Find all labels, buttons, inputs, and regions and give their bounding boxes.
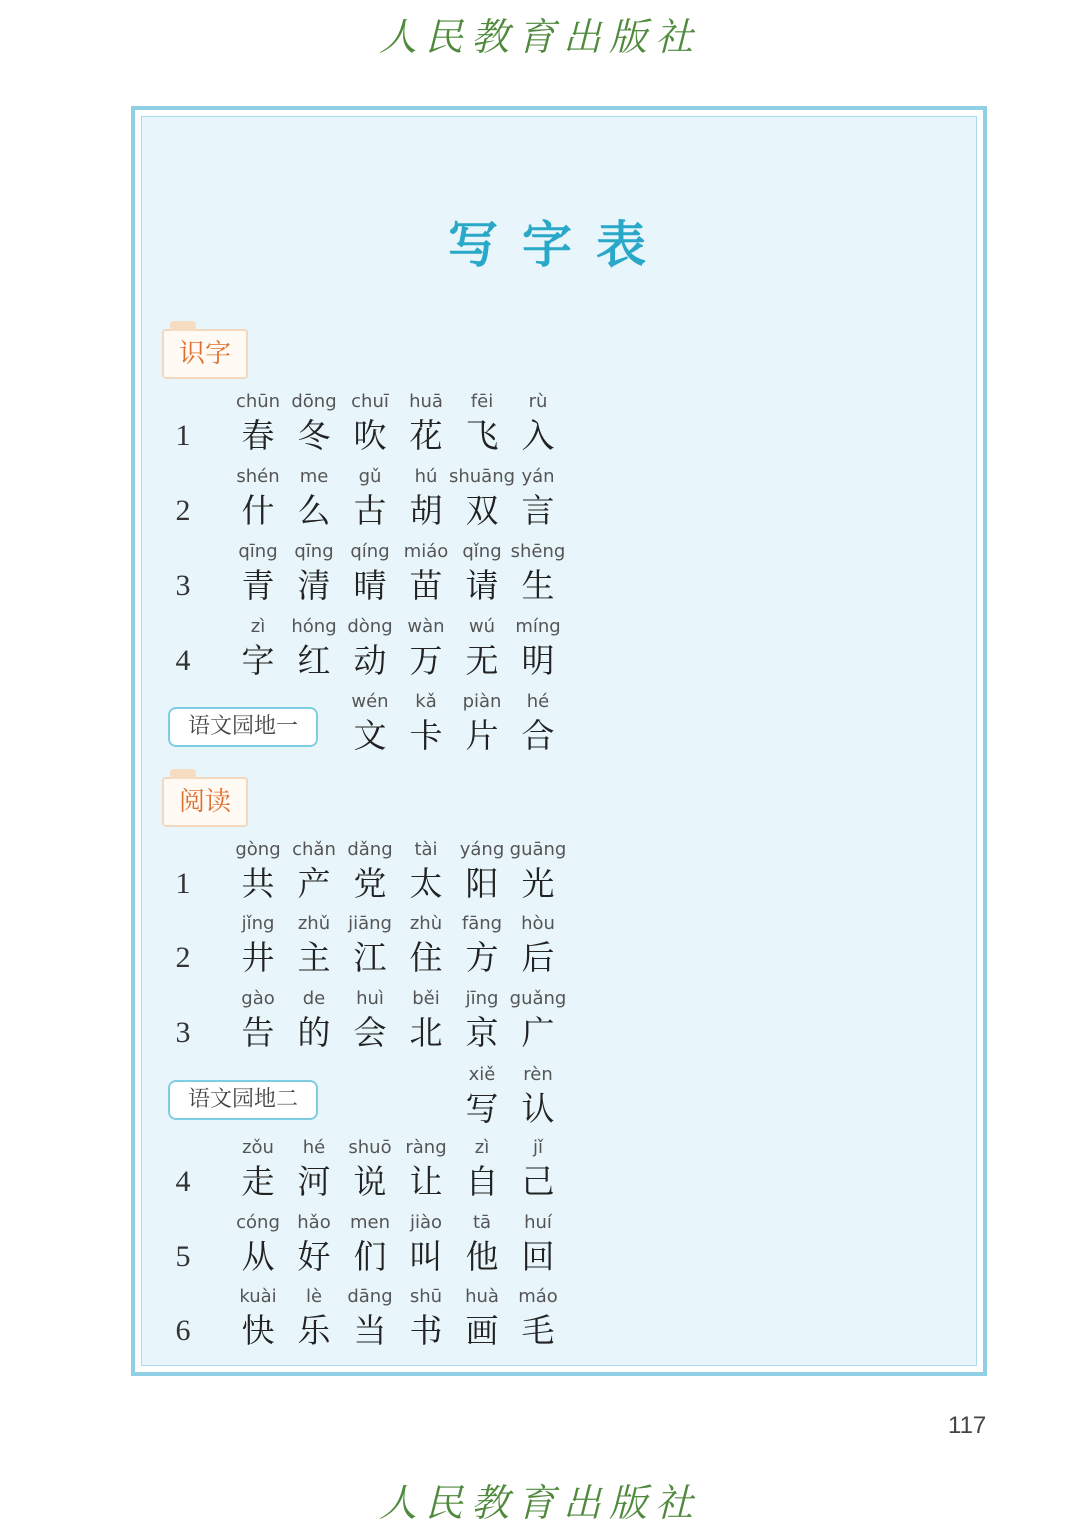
hanzi: 古: [353, 491, 387, 530]
pinyin: gào: [241, 988, 275, 1009]
character-cell: [510, 689, 566, 757]
pinyin: hòu: [521, 913, 555, 934]
section-tag: [162, 329, 248, 379]
row-number: 1: [175, 419, 191, 452]
hanzi: 毛: [521, 1311, 555, 1350]
hanzi: 广: [521, 1013, 555, 1052]
character-row: [142, 689, 976, 759]
hanzi: 京: [465, 1013, 499, 1052]
character-row: [142, 1062, 976, 1132]
hanzi: 产: [297, 864, 331, 903]
row-number: 1: [175, 867, 191, 900]
character-cell: [510, 1135, 566, 1203]
hanzi: 言: [521, 491, 555, 530]
pinyin: chǎn: [292, 839, 336, 860]
row-number: 2: [175, 941, 191, 974]
hanzi: 回: [521, 1237, 555, 1276]
pinyin: fēi: [470, 391, 494, 412]
character-row: [142, 389, 976, 459]
pinyin: dāng: [347, 1286, 393, 1307]
pinyin: shén: [236, 466, 280, 487]
row-number: 5: [175, 1240, 191, 1273]
pinyin: zhǔ: [297, 913, 331, 934]
section-tag: [162, 777, 248, 827]
page-number: 117: [948, 1412, 987, 1439]
pinyin: hé: [302, 1137, 326, 1158]
pinyin: shuāng: [448, 466, 516, 487]
section-tag-label: 阅读: [178, 787, 231, 817]
character-cell: [510, 464, 566, 532]
pinyin: jiāng: [348, 913, 392, 934]
hanzi: 花: [409, 416, 443, 455]
character-cell: [510, 539, 566, 607]
pinyin: cóng: [236, 1212, 280, 1233]
pinyin: shēng: [510, 541, 566, 562]
character-row: [142, 1284, 976, 1354]
hanzi: 么: [297, 491, 331, 530]
character-cell: [510, 911, 566, 979]
pinyin: qīng: [238, 541, 278, 562]
hanzi: 入: [521, 416, 555, 455]
character-cell: [510, 389, 566, 457]
pinyin: rèn: [523, 1064, 553, 1085]
pinyin: hóng: [291, 616, 337, 637]
pinyin: jǐng: [241, 913, 275, 934]
pinyin: huā: [409, 391, 443, 412]
pinyin: huà: [465, 1286, 499, 1307]
pinyin: zì: [474, 1137, 490, 1158]
row-number: 4: [175, 1165, 191, 1198]
hanzi: 共: [241, 864, 275, 903]
pinyin: ràng: [405, 1137, 447, 1158]
chinese-garden-label: 语文园地二: [168, 1080, 318, 1120]
hanzi: 乐: [297, 1311, 331, 1350]
hanzi: 合: [521, 716, 555, 755]
pinyin: kuài: [239, 1286, 277, 1307]
hanzi: 飞: [465, 416, 499, 455]
character-cell: [510, 837, 566, 905]
hanzi: 万: [409, 641, 443, 680]
pinyin: huí: [524, 1212, 552, 1233]
chinese-garden-label: 语文园地一: [168, 707, 318, 747]
hanzi: 井: [241, 938, 275, 977]
pinyin: běi: [412, 988, 440, 1009]
hanzi: 走: [241, 1162, 275, 1201]
pinyin: chūn: [235, 391, 281, 412]
word-table-frame: [131, 106, 987, 1376]
hanzi: 胡: [409, 491, 443, 530]
character-row: [142, 614, 976, 684]
pinyin: jǐ: [532, 1137, 543, 1158]
hanzi: 己: [521, 1162, 555, 1201]
hanzi: 河: [297, 1162, 331, 1201]
pinyin: jīng: [465, 988, 499, 1009]
hanzi: 说: [353, 1162, 387, 1201]
hanzi: 叫: [409, 1237, 443, 1276]
hanzi: 晴: [353, 566, 387, 605]
hanzi: 自: [465, 1162, 499, 1201]
hanzi: 从: [241, 1237, 275, 1276]
pinyin: piàn: [462, 691, 502, 712]
hanzi: 江: [353, 938, 387, 977]
hanzi: 文: [353, 716, 387, 755]
character-cell: [510, 986, 566, 1054]
pinyin: zì: [250, 616, 266, 637]
hanzi: 阳: [465, 864, 499, 903]
row-number: 3: [175, 569, 191, 602]
hanzi: 吹: [353, 416, 387, 455]
character-row: [142, 986, 976, 1056]
hanzi: 当: [353, 1311, 387, 1350]
hanzi: 快: [241, 1311, 275, 1350]
pinyin: qīng: [294, 541, 334, 562]
pinyin: zǒu: [242, 1137, 274, 1158]
row-number: 4: [175, 644, 191, 677]
hanzi: 光: [521, 864, 555, 903]
pinyin: gòng: [235, 839, 281, 860]
publisher-logo-top: 人民教育出版社: [378, 15, 701, 59]
pinyin: guǎng: [509, 988, 567, 1009]
pinyin: dòng: [347, 616, 393, 637]
hanzi: 太: [409, 864, 443, 903]
hanzi: 方: [465, 938, 499, 977]
hanzi: 后: [521, 938, 555, 977]
pinyin: hú: [414, 466, 438, 487]
pinyin: xiě: [468, 1064, 496, 1085]
hanzi: 红: [297, 641, 331, 680]
pinyin: zhù: [409, 913, 443, 934]
row-number: 6: [175, 1314, 191, 1347]
hanzi: 北: [409, 1013, 443, 1052]
hanzi: 生: [521, 566, 555, 605]
character-cell: [510, 614, 566, 682]
pinyin: guāng: [509, 839, 567, 860]
pinyin: qíng: [350, 541, 390, 562]
hanzi: 动: [353, 641, 387, 680]
pinyin: hǎo: [297, 1212, 331, 1233]
hanzi: 双: [465, 491, 499, 530]
hanzi: 写: [465, 1089, 499, 1128]
character-cell: [510, 1210, 566, 1278]
pinyin: dǎng: [347, 839, 393, 860]
pinyin: shū: [409, 1286, 443, 1307]
hanzi: 们: [353, 1237, 387, 1276]
character-row: [142, 837, 976, 907]
hanzi: 什: [241, 491, 275, 530]
hanzi: 青: [241, 566, 275, 605]
hanzi: 字: [241, 641, 275, 680]
hanzi: 书: [409, 1311, 443, 1350]
hanzi: 清: [297, 566, 331, 605]
hanzi: 让: [409, 1162, 443, 1201]
character-row: [142, 464, 976, 534]
character-row: [142, 539, 976, 609]
row-number: 3: [175, 1016, 191, 1049]
pinyin: wàn: [407, 616, 445, 637]
row-number: 2: [175, 494, 191, 527]
hanzi: 请: [465, 566, 499, 605]
hanzi: 冬: [297, 416, 331, 455]
hanzi: 他: [465, 1237, 499, 1276]
pinyin: tā: [472, 1212, 492, 1233]
pinyin: de: [302, 988, 326, 1009]
pinyin: tài: [414, 839, 438, 860]
hanzi: 党: [353, 864, 387, 903]
hanzi: 主: [297, 938, 331, 977]
hanzi: 会: [353, 1013, 387, 1052]
pinyin: hé: [526, 691, 550, 712]
hanzi: 住: [409, 938, 443, 977]
character-cell: [510, 1284, 566, 1352]
pinyin: me: [299, 466, 329, 487]
tag-clip-icon: [170, 321, 196, 331]
pinyin: wén: [351, 691, 389, 712]
hanzi: 苗: [409, 566, 443, 605]
pinyin: gǔ: [358, 466, 382, 487]
character-row: [142, 1210, 976, 1280]
pinyin: miáo: [403, 541, 449, 562]
pinyin: wú: [468, 616, 496, 637]
pinyin: qǐng: [462, 541, 502, 562]
hanzi: 片: [465, 716, 499, 755]
word-table-panel: [141, 116, 977, 1366]
character-row: [142, 911, 976, 981]
hanzi: 的: [297, 1013, 331, 1052]
character-row: [142, 1135, 976, 1205]
hanzi: 认: [521, 1089, 555, 1128]
pinyin: míng: [515, 616, 561, 637]
page-title: 写字表: [448, 215, 670, 274]
pinyin: chuī: [351, 391, 389, 412]
hanzi: 告: [241, 1013, 275, 1052]
pinyin: men: [349, 1212, 391, 1233]
pinyin: huì: [356, 988, 384, 1009]
pinyin: kǎ: [415, 691, 437, 712]
character-cell: [510, 1062, 566, 1130]
section-tag-label: 识字: [178, 339, 231, 369]
pinyin: yáng: [459, 839, 505, 860]
hanzi: 画: [465, 1311, 499, 1350]
hanzi: 春: [241, 416, 275, 455]
pinyin: rù: [528, 391, 548, 412]
pinyin: lè: [305, 1286, 323, 1307]
pinyin: jiào: [409, 1212, 443, 1233]
hanzi: 卡: [409, 716, 443, 755]
pinyin: máo: [518, 1286, 558, 1307]
publisher-logo-bottom: 人民教育出版社: [378, 1481, 701, 1525]
tag-clip-icon: [170, 769, 196, 779]
pinyin: shuō: [348, 1137, 392, 1158]
hanzi: 明: [521, 641, 555, 680]
hanzi: 好: [297, 1237, 331, 1276]
hanzi: 无: [465, 641, 499, 680]
pinyin: yán: [521, 466, 555, 487]
pinyin: dōng: [291, 391, 337, 412]
pinyin: fāng: [461, 913, 503, 934]
